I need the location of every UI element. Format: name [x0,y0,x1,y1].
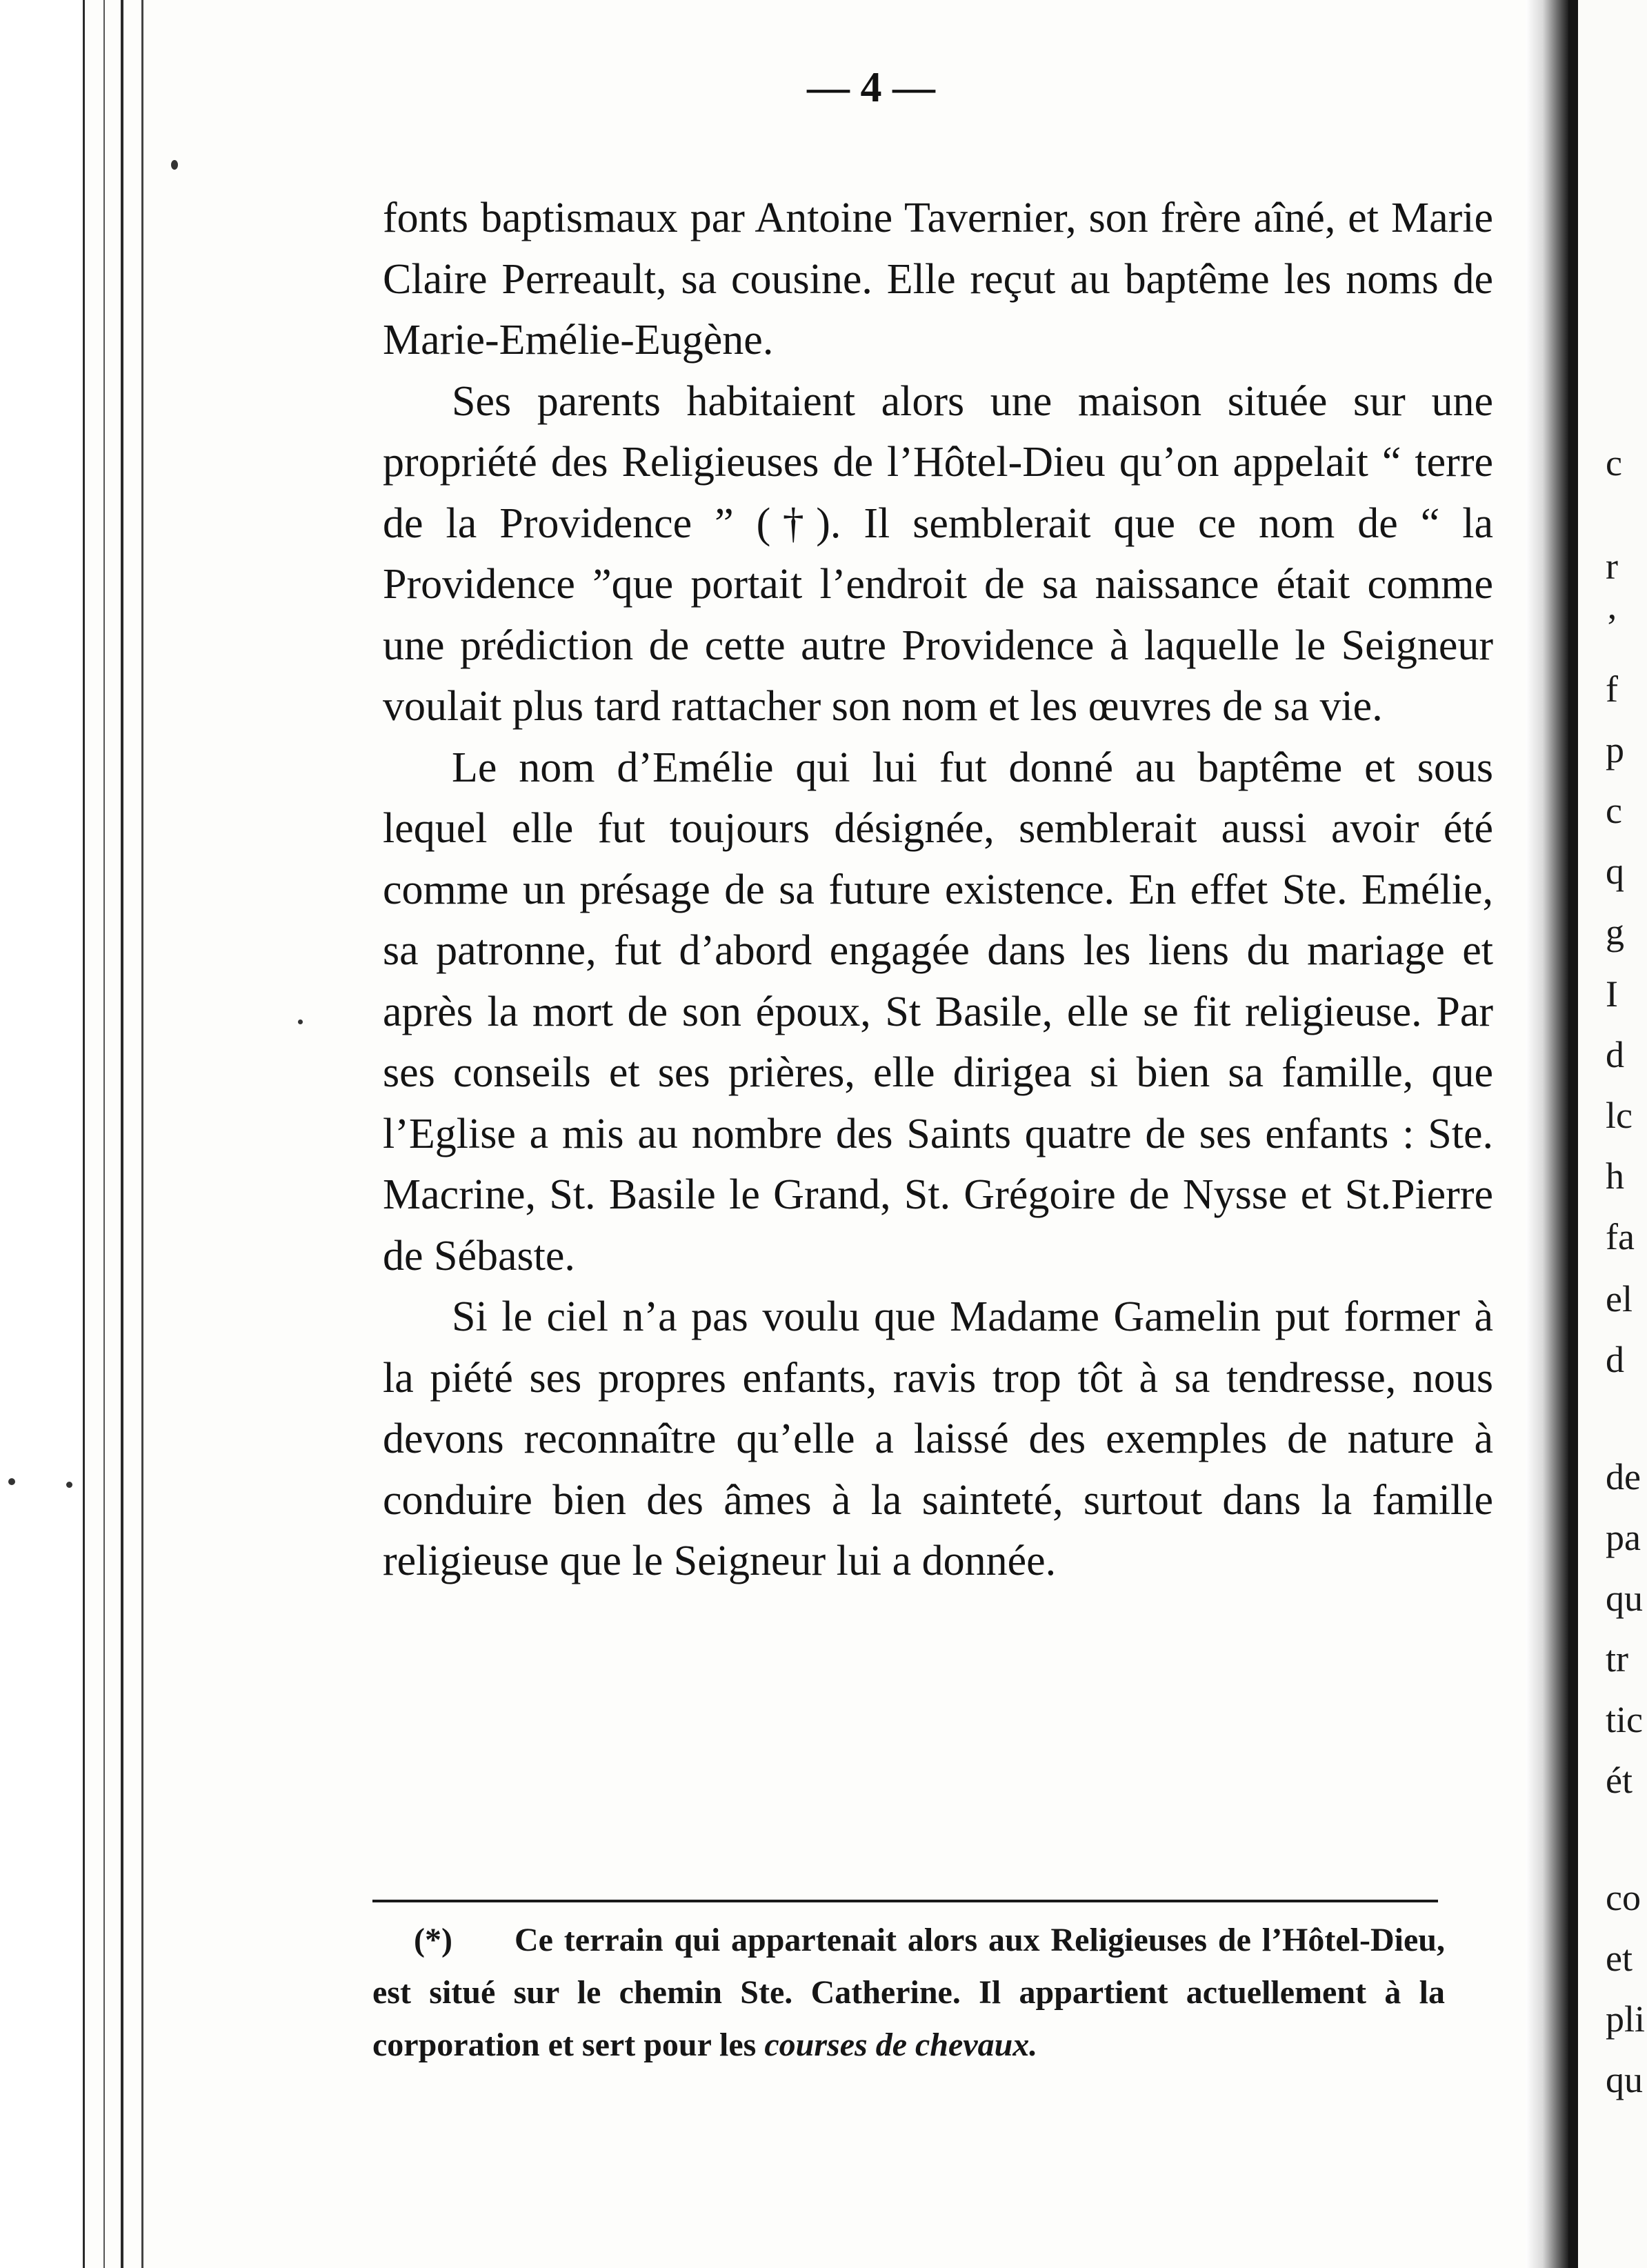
paragraph: Le nom d’Emélie qui lui fut donné au baptême et sous lequel elle fut toujours désignée, semblerait aussi avoir été comme un présage de sa future existence. En effet Ste. Emélie, sa patronne, fut d’abord engagée dans les liens du mariage et après la mort de son époux, St Basile, elle se fit religieuse. Par ses conseils et ses prières, elle dirigea si bien sa famille, que l’Eglise a mis au nombre des Saints quatre de ses enfants : Ste. Macrine, St. Basile le Grand, St. Grégoire de Nysse et St.Pierre de Sébaste. [383,744,1493,1280]
adjacent-page-fragment: q [1606,850,1624,892]
adjacent-page-fragment: g [1606,911,1624,953]
footnote-divider [372,1900,1438,1902]
adjacent-page-fragment: et [1606,1938,1633,1979]
adjacent-page-fragment: ’ [1606,606,1618,648]
adjacent-page-fragment: pa [1606,1517,1641,1558]
ink-speck [8,1478,15,1485]
adjacent-page-fragment: tic [1606,1699,1643,1740]
paragraph: Ses parents habitaient alors une maison située sur une propriété des Religieuses de l’Hôtel-Dieu qu’on appelait “ terre de la Providence ” (†). Il semblerait que ce nom de “ la Providence ”que portait l’endroit de sa naissance était comme une prédiction de cette autre Providence à laquelle le Seigneur voulait plus tard rattacher son nom et les œuvres de sa vie. [383,377,1493,730]
ink-speck [171,160,178,170]
ink-speck [298,1019,303,1024]
adjacent-page-fragment: pli [1606,1998,1646,2040]
adjacent-page-fragment: d [1606,1339,1624,1380]
page-edge-line [121,0,123,2268]
left-margin [0,0,83,2268]
page-number: — 4 — [807,64,935,111]
adjacent-page-fragment: f [1606,668,1618,710]
adjacent-page-fragment: el [1606,1278,1633,1320]
adjacent-page-fragment: co [1606,1877,1641,1918]
body-text [383,188,1493,1592]
adjacent-page-fragment: d [1606,1034,1624,1075]
footnote [372,1914,1445,2071]
ink-speck [66,1482,72,1488]
adjacent-page-fragment: h [1606,1155,1624,1197]
adjacent-page-fragment: lc [1606,1095,1633,1136]
footnote-italic-text: courses de chevaux. [764,2027,1038,2063]
adjacent-page-fragment: ét [1606,1760,1633,1801]
adjacent-page-fragment: I [1606,973,1618,1015]
adjacent-page-fragment: tr [1606,1638,1628,1680]
adjacent-page-fragment: de [1606,1456,1641,1498]
paragraph: fonts baptismaux par Antoine Tavernier, son frère aîné, et Marie Claire Perreault, sa cousine. Elle reçut au baptême les noms de Marie-Emélie-Eugène. [383,195,1493,364]
gutter-shadow [1526,0,1568,2268]
paragraph: Si le ciel n’a pas voulu que Madame Gamelin put former à la piété ses propres enfants, ravis trop tôt à sa tendresse, nous devons reconnaître qu’elle a laissé des exemples de nature à conduire bien des âmes à la sainteté, surtout dans la famille religieuse que le Seigneur lui a donnée. [383,1293,1493,1584]
adjacent-page-fragment: qu [1606,1578,1643,1619]
adjacent-page-fragment: c [1606,790,1622,831]
page-edge-line [103,0,105,2268]
adjacent-page-fragment: c [1606,442,1622,484]
adjacent-page-fragment: qu [1606,2059,1643,2100]
footnote-marker: (*) [414,1922,452,1958]
gutter-line [1568,0,1578,2268]
adjacent-page-fragment: p [1606,729,1624,770]
page-edge-line [141,0,143,2268]
adjacent-page-fragment: r [1606,546,1618,587]
page-edge-line [83,0,85,2268]
adjacent-page-fragment: fa [1606,1216,1635,1257]
footnote-text: Ce terrain qui appartenait alors aux Religieuses de l’Hôtel-Dieu, est situé sur le chemin Ste. Catherine. Il appartient actuellement à la corporation et sert pour les [372,1922,1445,2063]
